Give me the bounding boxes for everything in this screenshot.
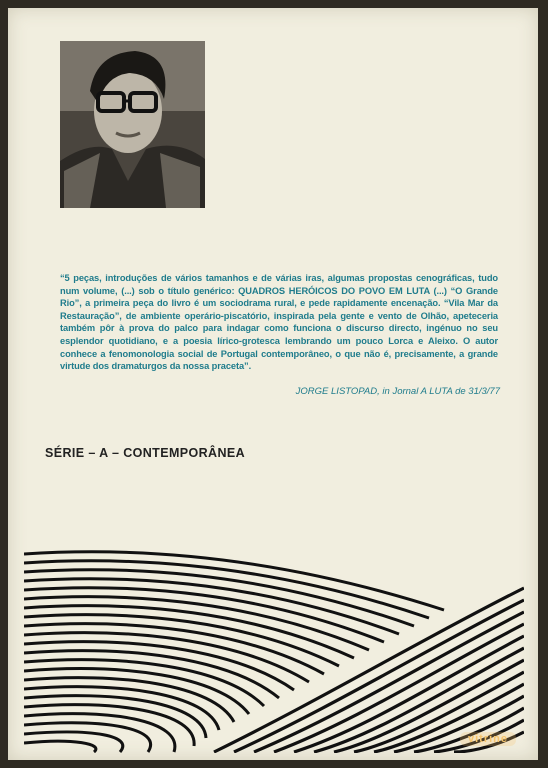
book-back-cover <box>8 8 538 760</box>
quote-text: “5 peças, introduções de vários tamanhos e de várias iras, algumas propostas cenográficas, tudo num volume, (...) sob o título genérico: QUADROS HERÓICOS DO POVO EM LUTA (...) “O Grande Rio”, a primeira peça do livro é um sociodrama rural, e pede rapidamente encenação. “Vila Mar da Restauração”, de ambiente operário-piscatório, inspirada pela gente e vento de Olhão, apeteceria também pôr à prova do palco para indagar como funciona o discurso directo, ingénuo no seu esplendor quotidiano, e a poesia lírico-grotesca lembrando um pouco Lorca e Aleixo. O autor conhece a fenomonologia social de Portugal contemporâneo, o que não é, precisamente, a grande virtude dos dramaturgos da nossa praceta”. <box>60 273 498 372</box>
wave-lines-illustration <box>24 548 524 753</box>
quote-attribution: JORGE LISTOPAD, in Jornal A LUTA de 31/3/77 <box>295 386 500 397</box>
series-title: SÉRIE – A – CONTEMPORÂNEA <box>45 446 246 460</box>
author-portrait-image <box>60 41 205 208</box>
author-photo <box>60 41 205 208</box>
watermark-stamp: vitrine <box>460 732 516 746</box>
review-quote <box>60 272 498 373</box>
